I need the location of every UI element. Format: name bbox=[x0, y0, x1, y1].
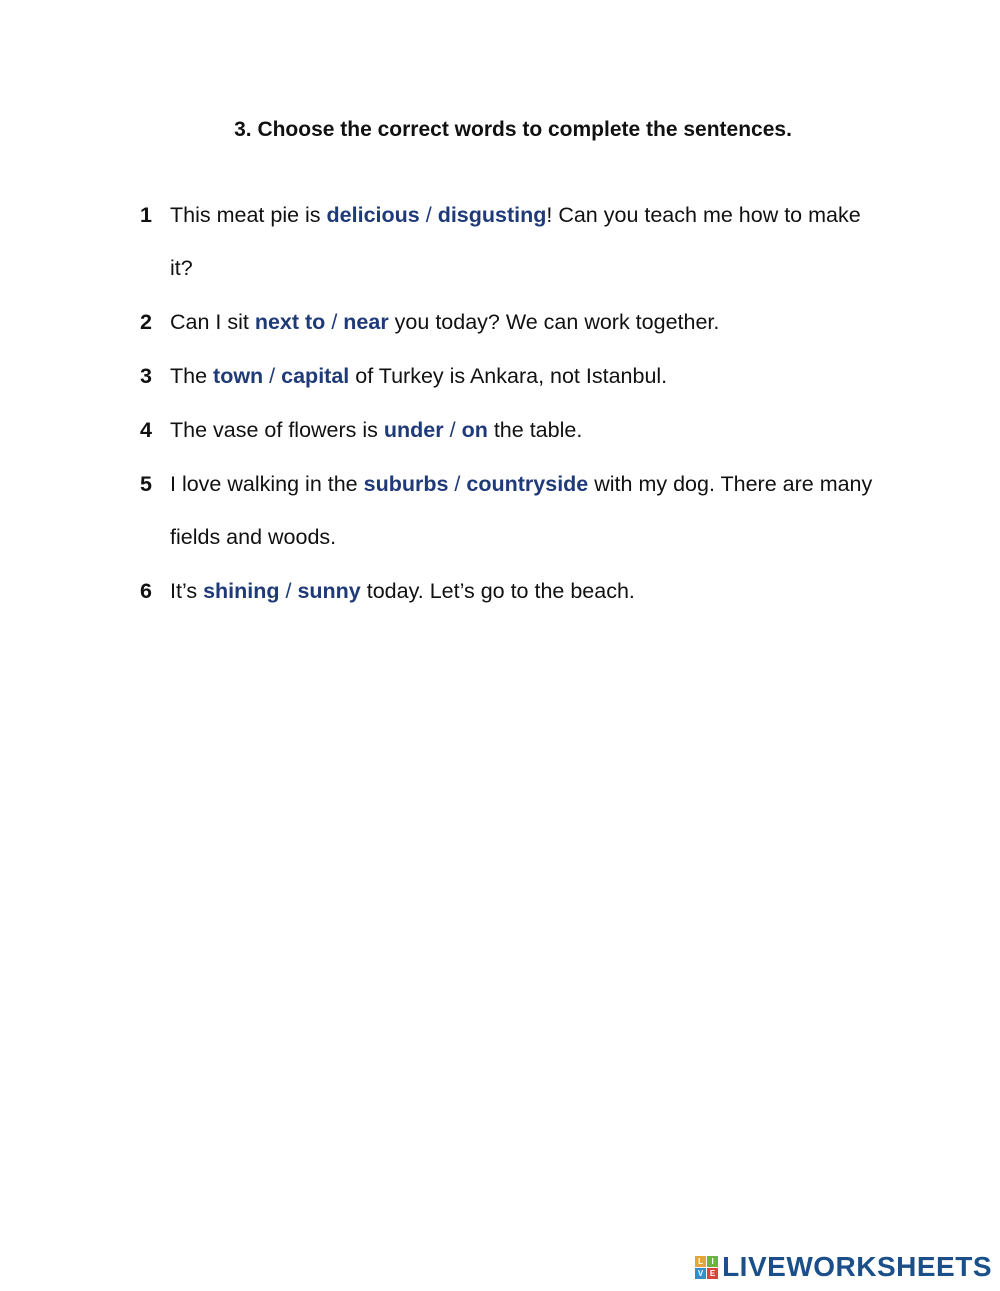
option-1[interactable]: town bbox=[213, 364, 264, 388]
exercise-item-2 bbox=[140, 296, 880, 349]
sentence-after: of Turkey is Ankara, not Istanbul. bbox=[349, 364, 668, 388]
sentence-before: I love walking in the bbox=[170, 472, 364, 496]
sentence-after: ! Can you teach me how to make it? bbox=[170, 203, 861, 280]
exercise-item-1 bbox=[140, 189, 880, 295]
exercise-item-4 bbox=[140, 404, 880, 457]
option-2[interactable]: capital bbox=[281, 364, 350, 388]
sentence-before: The bbox=[170, 364, 214, 388]
option-separator: / bbox=[269, 364, 276, 388]
sentence-before: This meat pie is bbox=[170, 203, 327, 227]
option-separator: / bbox=[285, 579, 292, 603]
sentence-before: It’s bbox=[170, 579, 204, 603]
option-2[interactable]: sunny bbox=[297, 579, 361, 603]
option-1[interactable]: shining bbox=[203, 579, 280, 603]
item-number: 3 bbox=[140, 364, 152, 388]
sentence bbox=[170, 565, 880, 618]
sentence-after: with my dog. There are many fields and woods. bbox=[170, 472, 873, 549]
option-separator: / bbox=[425, 203, 432, 227]
sentence bbox=[170, 189, 880, 295]
option-separator: / bbox=[449, 418, 456, 442]
liveworksheets-logo bbox=[695, 1251, 992, 1283]
item-number: 2 bbox=[140, 310, 152, 334]
item-number: 6 bbox=[140, 579, 152, 603]
item-number: 1 bbox=[140, 203, 152, 227]
logo-mark-letter: V bbox=[695, 1268, 706, 1279]
option-1[interactable]: next to bbox=[254, 310, 326, 334]
option-2[interactable]: countryside bbox=[466, 472, 589, 496]
logo-mark-icon bbox=[695, 1256, 718, 1279]
sentence bbox=[170, 404, 880, 457]
option-separator: / bbox=[331, 310, 338, 334]
logo-mark-letter: I bbox=[707, 1256, 718, 1267]
sentence-after: today. Let’s go to the beach. bbox=[360, 579, 635, 603]
sentence-before: Can I sit bbox=[170, 310, 255, 334]
sentence bbox=[170, 350, 880, 403]
item-number: 4 bbox=[140, 418, 152, 442]
option-1[interactable]: delicious bbox=[326, 203, 420, 227]
item-number: 5 bbox=[140, 472, 152, 496]
sentence-before: The vase of flowers is bbox=[170, 418, 384, 442]
sentence bbox=[170, 296, 880, 349]
sentence-after: you today? We can work together. bbox=[388, 310, 720, 334]
logo-mark-letter: E bbox=[707, 1268, 718, 1279]
exercise-item-5 bbox=[140, 458, 880, 564]
option-1[interactable]: under bbox=[383, 418, 444, 442]
logo-mark-letter: L bbox=[695, 1256, 706, 1267]
sentence bbox=[170, 458, 880, 564]
option-1[interactable]: suburbs bbox=[363, 472, 449, 496]
logo-text: LIVEWORKSHEETS bbox=[722, 1251, 992, 1282]
option-2[interactable]: on bbox=[461, 418, 488, 442]
option-separator: / bbox=[454, 472, 461, 496]
option-2[interactable]: near bbox=[343, 310, 389, 334]
exercise-item-3 bbox=[140, 350, 880, 403]
sentence-after: the table. bbox=[487, 418, 583, 442]
exercise-item-6 bbox=[140, 565, 880, 618]
option-2[interactable]: disgusting bbox=[437, 203, 547, 227]
page-title: 3. Choose the correct words to complete the sentences. bbox=[234, 118, 792, 141]
